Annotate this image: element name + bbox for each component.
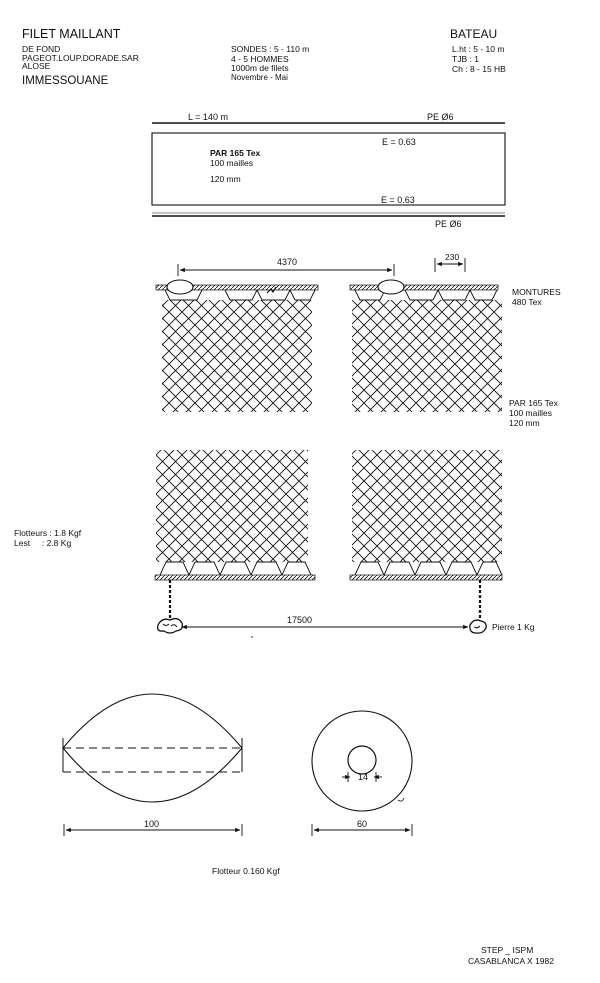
net-twine: PAR 165 Tex [210, 148, 261, 158]
detail-meshes: 100 mailles [509, 408, 552, 418]
boat-title: BATEAU [450, 27, 498, 41]
mesh-upper-left [162, 300, 312, 412]
net-panel-outline [152, 133, 505, 205]
headrope-right [350, 285, 498, 290]
detail-twine: PAR 165 Tex [509, 398, 558, 408]
footer-institute: STEP _ ISPM [481, 945, 534, 955]
float-details [63, 694, 412, 836]
mountings-tex: 480 Tex [512, 297, 542, 307]
lower-panels [155, 450, 502, 638]
sinker-weight: Lest : 2.8 Kg [14, 538, 72, 548]
float-caption: Flotteur 0.160 Kgf [212, 866, 280, 876]
target-species-1: PAGEOT.LOUP.DORADE.SAR [22, 53, 139, 63]
mesh-lower-left [156, 450, 308, 562]
location: IMMESSOUANE [22, 75, 109, 87]
float-right [378, 280, 404, 294]
net-length: 1000m de filets [231, 63, 289, 73]
footrope-right [350, 575, 502, 580]
float-hole [348, 746, 376, 774]
boat-length: L.ht : 5 - 10 m [452, 44, 505, 54]
hanging-ratio-top: E = 0.63 [382, 137, 416, 147]
net-plan [152, 123, 505, 216]
float-diameter-label: 60 [357, 819, 368, 829]
crew: 4 - 5 HOMMES [231, 54, 289, 64]
top-rope-label: PE Ø6 [427, 112, 454, 122]
span-label: 4370 [277, 257, 298, 267]
season: Novembre - Mai [231, 73, 288, 82]
stone-left [158, 619, 183, 633]
hole-diameter-label: 14 [358, 772, 369, 782]
float-length-label: 100 [144, 819, 160, 829]
upper-panels [156, 258, 502, 412]
net-meshes: 100 mailles [210, 158, 253, 168]
hanging-ratio-bottom: E = 0.63 [381, 195, 415, 205]
footrope-left [155, 575, 315, 580]
stone-right [470, 620, 486, 633]
mesh-lower-right [352, 450, 502, 562]
boat-tjb: TJB : 1 [452, 54, 479, 64]
anchor-span-label: 17500 [287, 615, 313, 625]
gear-type: DE FOND [22, 44, 61, 54]
target-species-2: ALOSE [22, 61, 51, 71]
mesh-upper-right [352, 300, 502, 412]
detail-mesh-size: 120 mm [509, 418, 540, 428]
bottom-rope-label: PE Ø6 [435, 219, 462, 229]
stone-label: Pierre 1 Kg [492, 622, 535, 632]
mountings-title: MONTURES [512, 287, 561, 297]
net-length-label: L = 140 m [188, 112, 228, 122]
depth: SONDES : 5 - 110 m [231, 44, 310, 54]
footer-place-date: CASABLANCA X 1982 [468, 956, 554, 966]
gap-label: 230 [445, 252, 460, 262]
net-mesh-size: 120 mm [210, 174, 241, 184]
boat-power: Ch : 8 - 15 HB [452, 64, 506, 74]
floats-buoyancy: Flotteurs : 1.8 Kgf [14, 528, 82, 538]
gear-title: FILET MAILLANT [22, 27, 121, 41]
float-left [167, 280, 193, 294]
